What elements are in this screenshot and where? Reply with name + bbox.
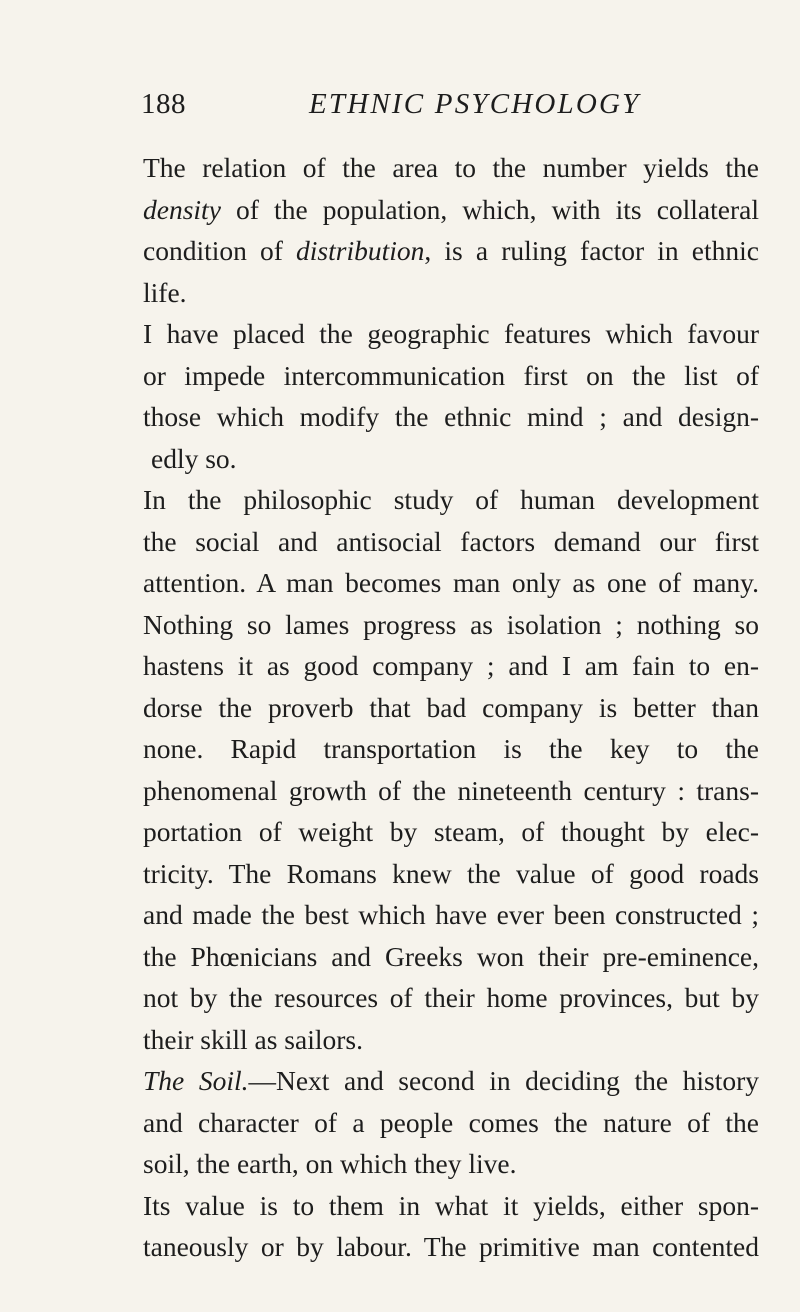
text-segment: dorse the proverb that bad company is better than [143, 691, 759, 723]
text-line [143, 272, 759, 314]
italic-text: density [143, 193, 221, 225]
text-segment: I have placed the geographic features which favour [143, 318, 759, 349]
text-line [143, 977, 759, 1019]
text-line [143, 728, 759, 770]
text-segment: In the philosophic study of human development [143, 484, 759, 515]
text-segment: of the population, which, with its collateral [220, 193, 759, 225]
italic-text: The Soil. [143, 1065, 249, 1096]
text-line [143, 894, 759, 936]
text-line [143, 189, 759, 231]
text-line [143, 147, 759, 189]
text-line [143, 811, 759, 853]
text-segment: tricity. The Romans knew the value of good roads [143, 857, 759, 889]
text-segment: portation of weight by steam, of thought by elec- [143, 816, 759, 847]
italic-text: distribution [296, 235, 425, 266]
text-segment: not by the resources of their home provinces, but by [143, 982, 759, 1013]
text-line [143, 1060, 759, 1102]
text-segment: taneously or by labour. The primitive man contented [143, 1231, 759, 1262]
text-line [143, 396, 759, 438]
text-line [143, 604, 759, 646]
text-line [143, 1102, 759, 1144]
text-line [143, 936, 759, 978]
body-text [143, 147, 759, 1268]
text-segment: Its value is to them in what it yields, either spon- [143, 1189, 759, 1221]
text-segment: edly so. [151, 442, 237, 474]
text-segment: The relation of the area to the number yields the [143, 152, 759, 183]
text-line [143, 1185, 759, 1227]
text-line [143, 1143, 759, 1185]
text-segment: Nothing so lames progress as isolation ; nothing so [143, 608, 759, 640]
text-line [143, 355, 759, 397]
text-segment: —Next and second in deciding the history [248, 1065, 759, 1096]
text-segment: and character of a people comes the nature of the [143, 1106, 759, 1138]
text-segment: , is a ruling factor in ethnic [424, 235, 759, 266]
running-title: ETHNIC PSYCHOLOGY [309, 88, 641, 120]
running-head [141, 88, 750, 128]
text-segment: condition of [143, 235, 297, 266]
text-line [143, 438, 759, 480]
text-segment: none. Rapid transportation is the key to the [143, 733, 759, 764]
text-line [143, 521, 759, 563]
text-segment: or impede intercommunication first on the list of [143, 359, 759, 391]
text-line [143, 313, 759, 355]
text-segment: the social and antisocial factors demand our first [143, 525, 759, 557]
text-segment: life. [143, 276, 187, 308]
page-number: 188 [141, 88, 186, 120]
text-line [143, 479, 759, 521]
text-segment: and made the best which have ever been constructed ; [143, 899, 759, 930]
text-line [143, 687, 759, 729]
text-segment: the Phœnicians and Greeks won their pre-eminence, [143, 940, 759, 972]
text-line [143, 770, 759, 812]
text-segment: phenomenal growth of the nineteenth century : trans- [143, 774, 759, 806]
text-segment: hastens it as good company ; and I am fain to en- [143, 650, 759, 681]
text-line [143, 1019, 759, 1061]
text-line [143, 562, 759, 604]
text-line [143, 1226, 759, 1268]
text-line [143, 645, 759, 687]
text-segment: soil, the earth, on which they live. [143, 1148, 517, 1179]
text-segment: attention. A man becomes man only as one of many. [143, 567, 759, 598]
text-line [143, 230, 759, 272]
text-segment: their skill as sailors. [143, 1023, 363, 1055]
text-segment: those which modify the ethnic mind ; and design- [143, 401, 759, 432]
text-line [143, 853, 759, 895]
